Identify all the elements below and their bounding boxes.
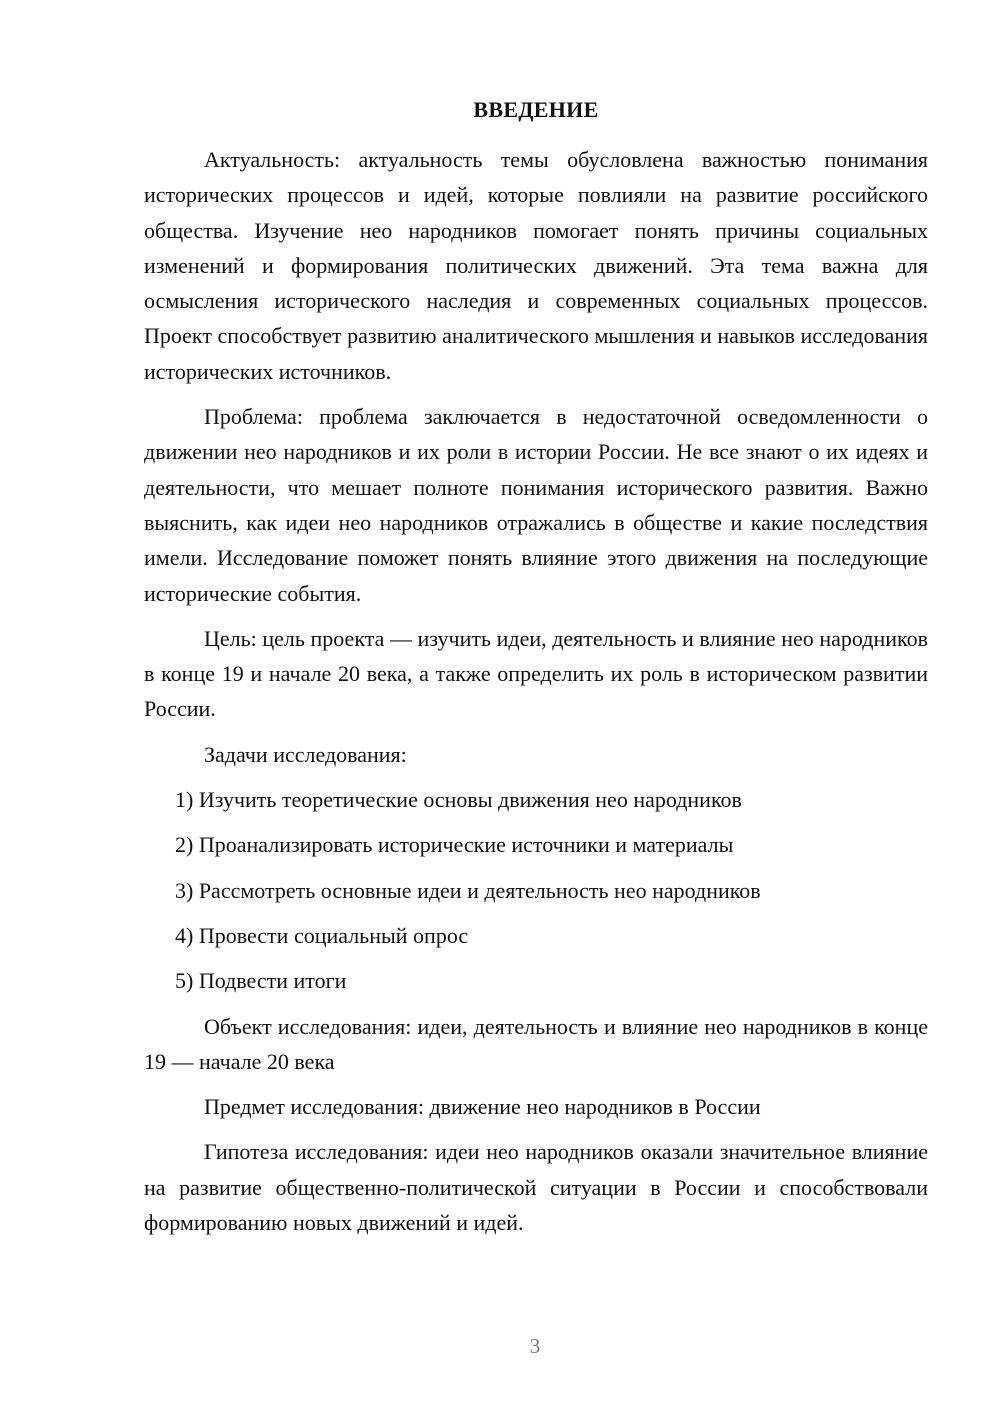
problem-paragraph: Проблема: проблема заключается в недостаточной осведомленности о движении нео народников и их роли в истории России. Не все знают о их идеях и деятельности, что мешает полноте понимания исторического развития. Важно выяснить, как идеи нео народников отражались в обществе и какие последствия имели. Исследование поможет понять влияние этого движения на последующие исторические события.: [144, 404, 928, 606]
object-paragraph: Объект исследования: идеи, деятельность и влияние нео народников в конце 19 — начале 20 века: [144, 1013, 928, 1074]
subject-paragraph: Предмет исследования: движение нео народников в России: [204, 1094, 761, 1120]
task-item: 4) Провести социальный опрос: [175, 922, 469, 948]
hypothesis-paragraph: Гипотеза исследования: идеи нео народников оказали значительное влияние на развитие общественно-политической ситуации в России и способствовали формированию новых движений и идей.: [144, 1139, 928, 1236]
page-content: [144, 92, 928, 1240]
tasks-heading: Задачи исследования:: [204, 741, 407, 767]
page-number: 3: [529, 1334, 541, 1358]
section-title: ВВЕДЕНИЕ: [473, 97, 599, 122]
goal-paragraph: Цель: цель проекта — изучить идеи, деятельность и влияние нео народников в конце 19 и начале 20 века, а также определить их роль в историческом развитии России.: [144, 625, 928, 722]
relevance-paragraph: Актуальность: актуальность темы обусловлена важностью понимания исторических процессов и идей, которые повлияли на развитие российского общества. Изучение нео народников помогает понять причины социальных изменений и формирования политических движений. Эта тема важна для осмысления исторического наследия и современных социальных процессов. Проект способствует развитию аналитического мышления и навыков исследования исторических источников.: [144, 147, 928, 384]
task-item: 1) Изучить теоретические основы движения нео народников: [175, 787, 742, 813]
task-item: 5) Подвести итоги: [175, 968, 347, 994]
tasks-list: [144, 782, 928, 998]
task-item: 2) Проанализировать исторические источники и материалы: [175, 832, 734, 858]
task-item: 3) Рассмотреть основные идеи и деятельность нео народников: [175, 877, 761, 903]
